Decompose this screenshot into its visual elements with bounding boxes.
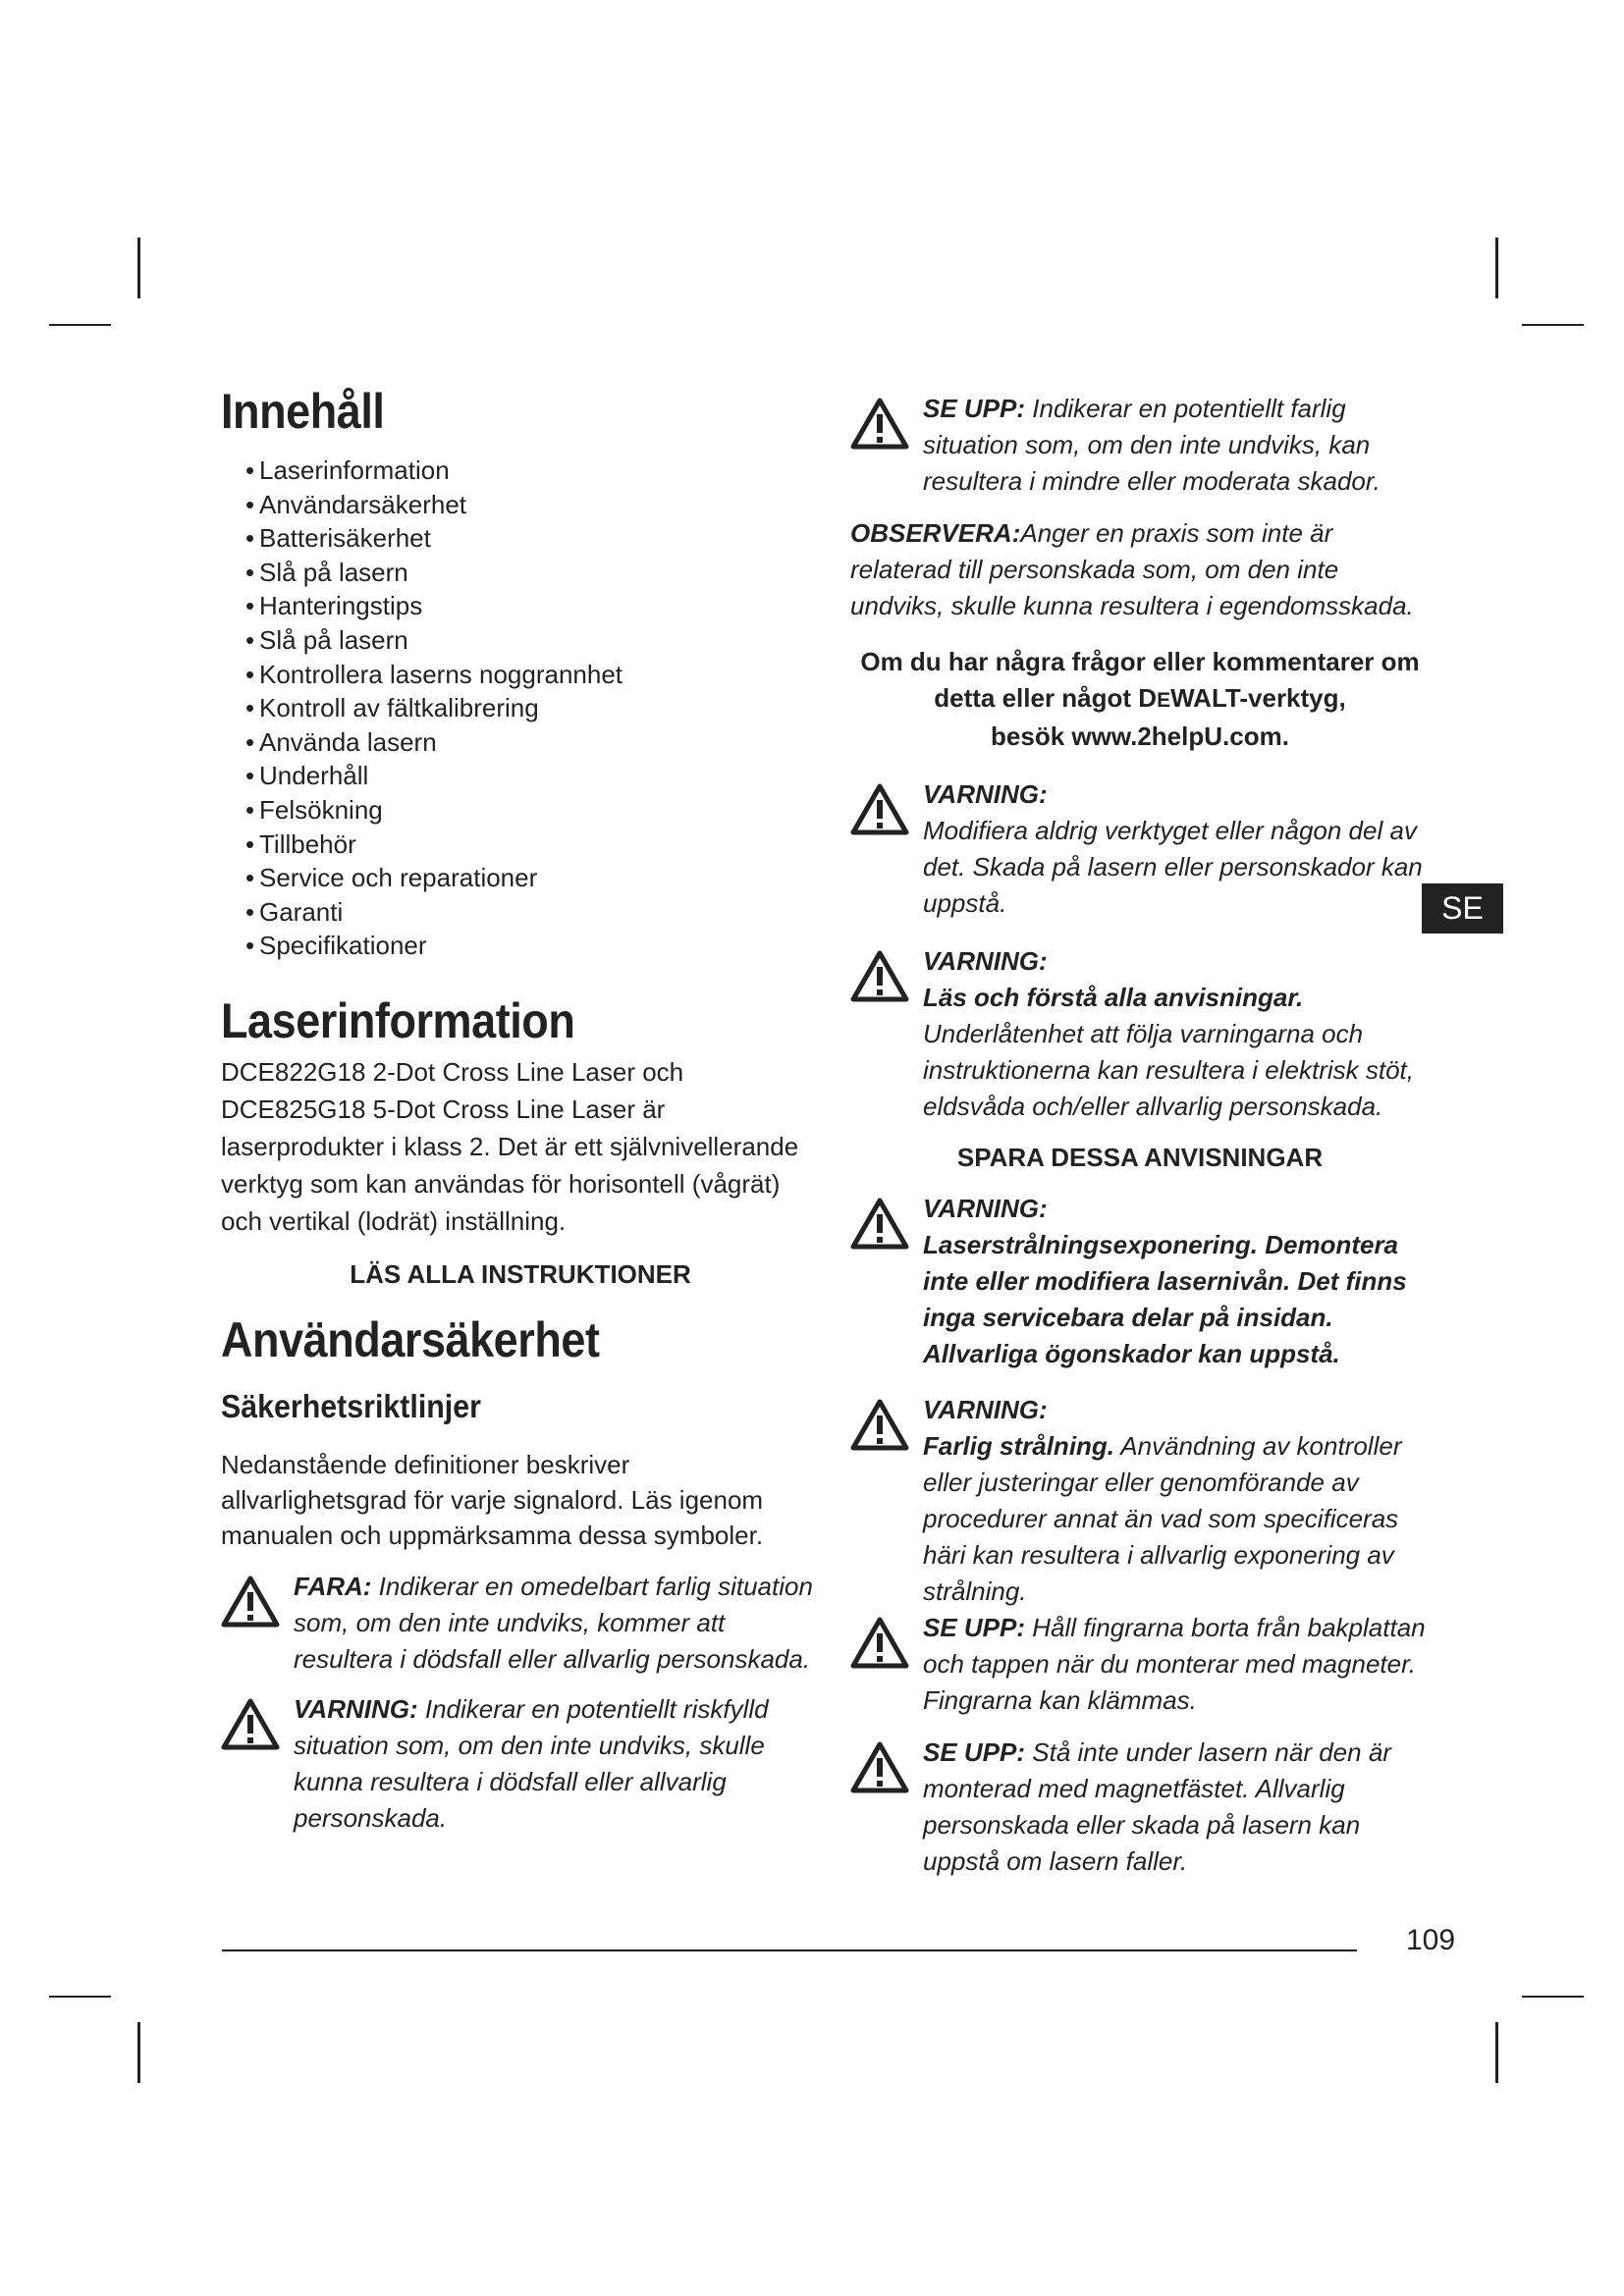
warning-triangle-icon	[221, 1575, 280, 1628]
danger-text: Indikerar en omedelbart farlig situation som, om den inte undviks, kommer att resultera i dödsfall eller allvarlig personskada.	[294, 1571, 813, 1674]
contents-list	[245, 454, 820, 963]
read-all-heading: LÄS ALLA INSTRUKTIONER	[350, 1258, 691, 1289]
notice-paragraph	[850, 515, 1430, 624]
warning-bold-text: Laserstrålningsexponering. Demontera inte eller modifiera lasernivån. Det finns inga servicebara delar på insidan. Allvarliga ögonskador kan uppstå.	[923, 1230, 1407, 1368]
bullet-icon: •	[245, 523, 255, 554]
warning-triangle-icon	[850, 1616, 909, 1669]
warning-bold-text: Läs och förstå alla anvisningar.	[923, 983, 1304, 1012]
contents-item: • Använda lasern	[245, 725, 820, 760]
bullet-icon: •	[245, 624, 255, 655]
bullet-icon: •	[245, 693, 255, 723]
warning-bold-text: Farlig strålning.	[923, 1431, 1115, 1461]
caution-label: SE UPP:	[923, 1737, 1026, 1767]
danger-notice	[221, 1569, 820, 1678]
warning-triangle-icon	[850, 1398, 909, 1451]
bullet-icon: •	[245, 931, 255, 961]
notice-text: Anger en praxis som inte är relaterad till personskada som, om den inte undviks, skulle kunna resultera i egendomsskada.	[850, 518, 1414, 620]
warning-triangle-icon	[850, 397, 909, 450]
crop-mark	[49, 324, 111, 326]
caution-text: Stå inte under lasern när den är monterad med magnetfästet. Allvarlig personskada eller skada på lasern kan uppstå om lasern faller.	[923, 1737, 1391, 1876]
crop-mark	[1495, 2022, 1498, 2083]
laserinfo-body: DCE822G18 2-Dot Cross Line Laser och DCE825G18 5-Dot Cross Line Laser är laserprodukter i klass 2. Det är ett självnivellerande verktyg som kan användas för horisontell (vågrät) och vertikal (lodrät) inställning.	[221, 1056, 799, 1236]
caution-fingers	[850, 1610, 1430, 1719]
contents-item: • Laserinformation	[245, 454, 820, 488]
contents-item: • Garanti	[245, 895, 820, 930]
contents-item: • Hanteringstips	[245, 589, 820, 623]
bullet-icon: •	[245, 726, 255, 757]
warning-instructions	[850, 943, 1430, 1125]
safety-guidelines-subtitle: Säkerhetsriktlinjer	[221, 1387, 481, 1424]
bullet-icon: •	[245, 591, 255, 621]
warning-triangle-icon	[850, 782, 909, 835]
bullet-icon: •	[245, 659, 255, 689]
warning-text: Indikerar en potentiellt riskfylld situation som, om den inte undviks, skulle kunna resultera i dödsfall eller allvarlig personskada.	[294, 1693, 769, 1833]
warning-text: Underlåtenhet att följa varningarna och instruktionerna kan resultera i elektrisk stöt, eldsvåda och/eller allvarlig personskada.	[923, 1019, 1414, 1121]
caution-notice	[850, 391, 1430, 500]
language-tab: SE	[1422, 883, 1503, 934]
caution-text: Indikerar en potentiellt farlig situation som, om den inte undviks, kan resultera i mindre eller moderata skador.	[923, 394, 1380, 496]
bullet-icon: •	[245, 489, 255, 519]
warning-triangle-icon	[221, 1697, 280, 1750]
warning-radiation	[850, 1392, 1430, 1610]
warning-triangle-icon	[850, 1740, 909, 1793]
contents-item: • Kontrollera laserns noggrannhet	[245, 658, 820, 692]
crop-mark	[137, 238, 140, 298]
warning-label: VARNING:	[923, 779, 1048, 809]
crop-mark	[137, 2022, 140, 2083]
laserinfo-title: Laserinformation	[221, 992, 575, 1048]
crop-mark	[49, 1996, 111, 1998]
contact-line-3: besök www.2helpU.com.	[991, 721, 1289, 751]
warning-triangle-icon	[850, 949, 909, 1002]
contents-item: • Service och reparationer	[245, 861, 820, 895]
contents-item: • Tillbehör	[245, 828, 820, 862]
crop-mark	[1522, 324, 1584, 326]
caution-text: Håll fingrarna borta från bakplattan och tappen när du monterar med magneter. Fingrarna kan klämmas.	[923, 1613, 1426, 1715]
warning-triangle-icon	[850, 1197, 909, 1250]
contact-line-2: detta eller något DEWALT-verktyg,	[934, 683, 1346, 713]
contents-item: • Användarsäkerhet	[245, 488, 820, 522]
contents-item: • Slå på lasern	[245, 623, 820, 658]
right-column	[850, 391, 1430, 1880]
contents-item: • Underhåll	[245, 759, 820, 793]
warning-notice	[221, 1691, 820, 1837]
crop-mark	[1522, 1996, 1584, 1998]
contents-item: • Slå på lasern	[245, 556, 820, 590]
bullet-icon: •	[245, 761, 255, 791]
contact-line-1: Om du har några frågor eller kommentarer om	[860, 647, 1420, 676]
bullet-icon: •	[245, 557, 255, 587]
warning-label: VARNING:	[294, 1693, 418, 1724]
contents-item: • Batterisäkerhet	[245, 521, 820, 556]
save-instructions-heading: SPARA DESSA ANVISNINGAR	[956, 1143, 1324, 1172]
bullet-icon: •	[245, 863, 255, 893]
crop-mark	[1495, 238, 1498, 298]
contents-item: • Felsökning	[245, 793, 820, 828]
bullet-icon: •	[245, 896, 255, 927]
left-column	[221, 383, 820, 1837]
caution-label: SE UPP:	[923, 1613, 1026, 1642]
bullet-icon: •	[245, 794, 255, 825]
warning-text: Användning av kontroller eller justeringar eller genomförande av procedurer annat än vad som specificeras häri kan resultera i allvarlig exponering av strålning.	[923, 1431, 1402, 1606]
page-number: 109	[1406, 1924, 1456, 1956]
danger-label: FARA:	[294, 1571, 372, 1601]
footer-rule	[222, 1949, 1357, 1951]
bullet-icon: •	[245, 455, 255, 485]
warning-label: VARNING:	[923, 1194, 1048, 1223]
warning-label: VARNING:	[923, 946, 1048, 976]
contents-item: • Kontroll av fältkalibrering	[245, 691, 820, 725]
caution-label: SE UPP:	[923, 394, 1026, 423]
contents-title: Innehåll	[221, 384, 385, 439]
contents-item: • Specifikationer	[245, 929, 820, 963]
warning-laser-exposure	[850, 1191, 1430, 1372]
safety-intro: Nedanstående definitioner beskriver allvarlighetsgrad för varje signalord. Läs igenom manualen och uppmärksamma dessa symboler.	[221, 1449, 764, 1550]
user-safety-title: Användarsäkerhet	[221, 1311, 600, 1367]
warning-modify	[850, 776, 1430, 922]
notice-label: OBSERVERA:	[850, 518, 1021, 548]
warning-label: VARNING:	[923, 1395, 1048, 1424]
contact-block	[850, 644, 1430, 755]
caution-mount	[850, 1735, 1430, 1880]
warning-text: Modifiera aldrig verktyget eller någon del av det. Skada på lasern eller personskador kan uppstå.	[923, 816, 1423, 918]
bullet-icon: •	[245, 828, 255, 859]
